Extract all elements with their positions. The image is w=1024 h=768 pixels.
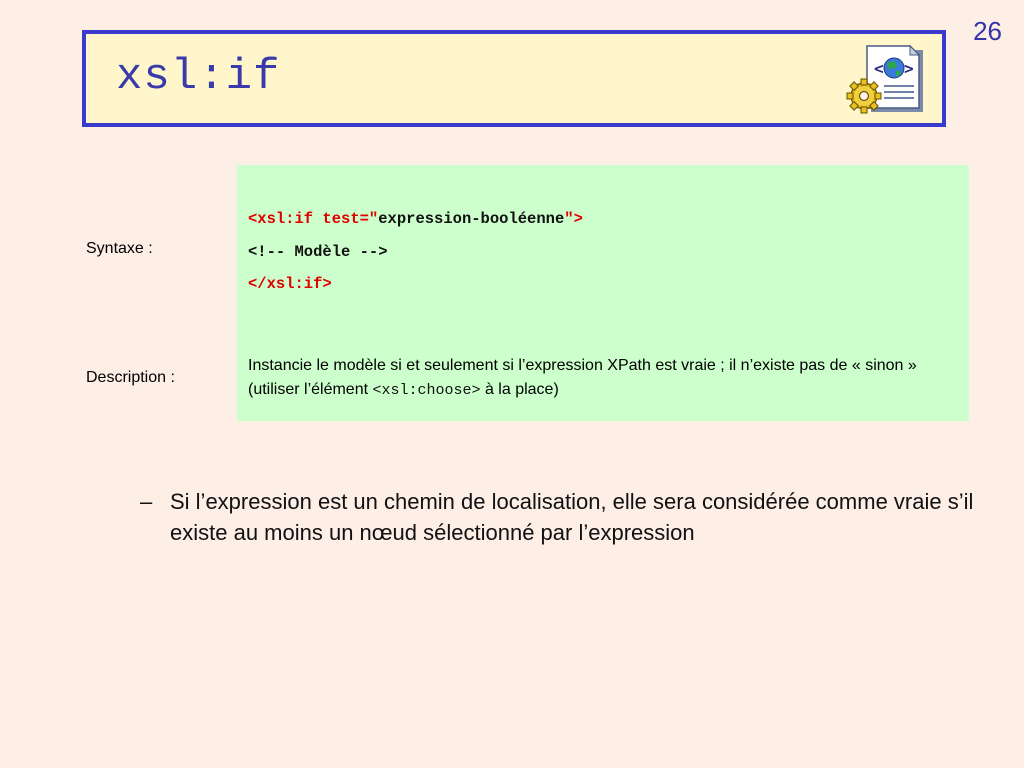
description-text	[248, 354, 948, 403]
bullet-text: Si l’expression est un chemin de localisation, elle sera considérée comme vraie s’il existe au moins un nœud sélectionné par l’expression	[170, 489, 974, 545]
bullet-dash: –	[140, 489, 153, 514]
svg-text:<: <	[874, 59, 884, 78]
syntax-open-tag-close: ">	[564, 210, 583, 228]
syntax-line-close: </xsl:if>	[248, 275, 332, 293]
syntax-open-tag: <xsl:if test="	[248, 210, 379, 228]
syntax-label: Syntaxe :	[86, 240, 153, 257]
syntax-test-value: expression-booléenne	[378, 210, 565, 228]
slide-title: xsl:if	[116, 52, 281, 102]
slide-number: 26	[973, 16, 1002, 46]
description-label: Description :	[86, 369, 175, 386]
xml-document-with-gear-icon	[846, 44, 926, 116]
svg-text:>: >	[904, 59, 914, 78]
description-code: <xsl:choose>	[372, 382, 481, 399]
syntax-line-open	[248, 210, 583, 228]
description-part1: Instancie le modèle si et seulement si l’expression XPath est vraie ; il n’existe pas de « sinon » (utiliser l’élément	[248, 357, 917, 398]
syntax-line-comment: <!-- Modèle -->	[248, 243, 388, 261]
description-part2: à la place)	[480, 381, 559, 398]
title-box	[82, 30, 946, 127]
